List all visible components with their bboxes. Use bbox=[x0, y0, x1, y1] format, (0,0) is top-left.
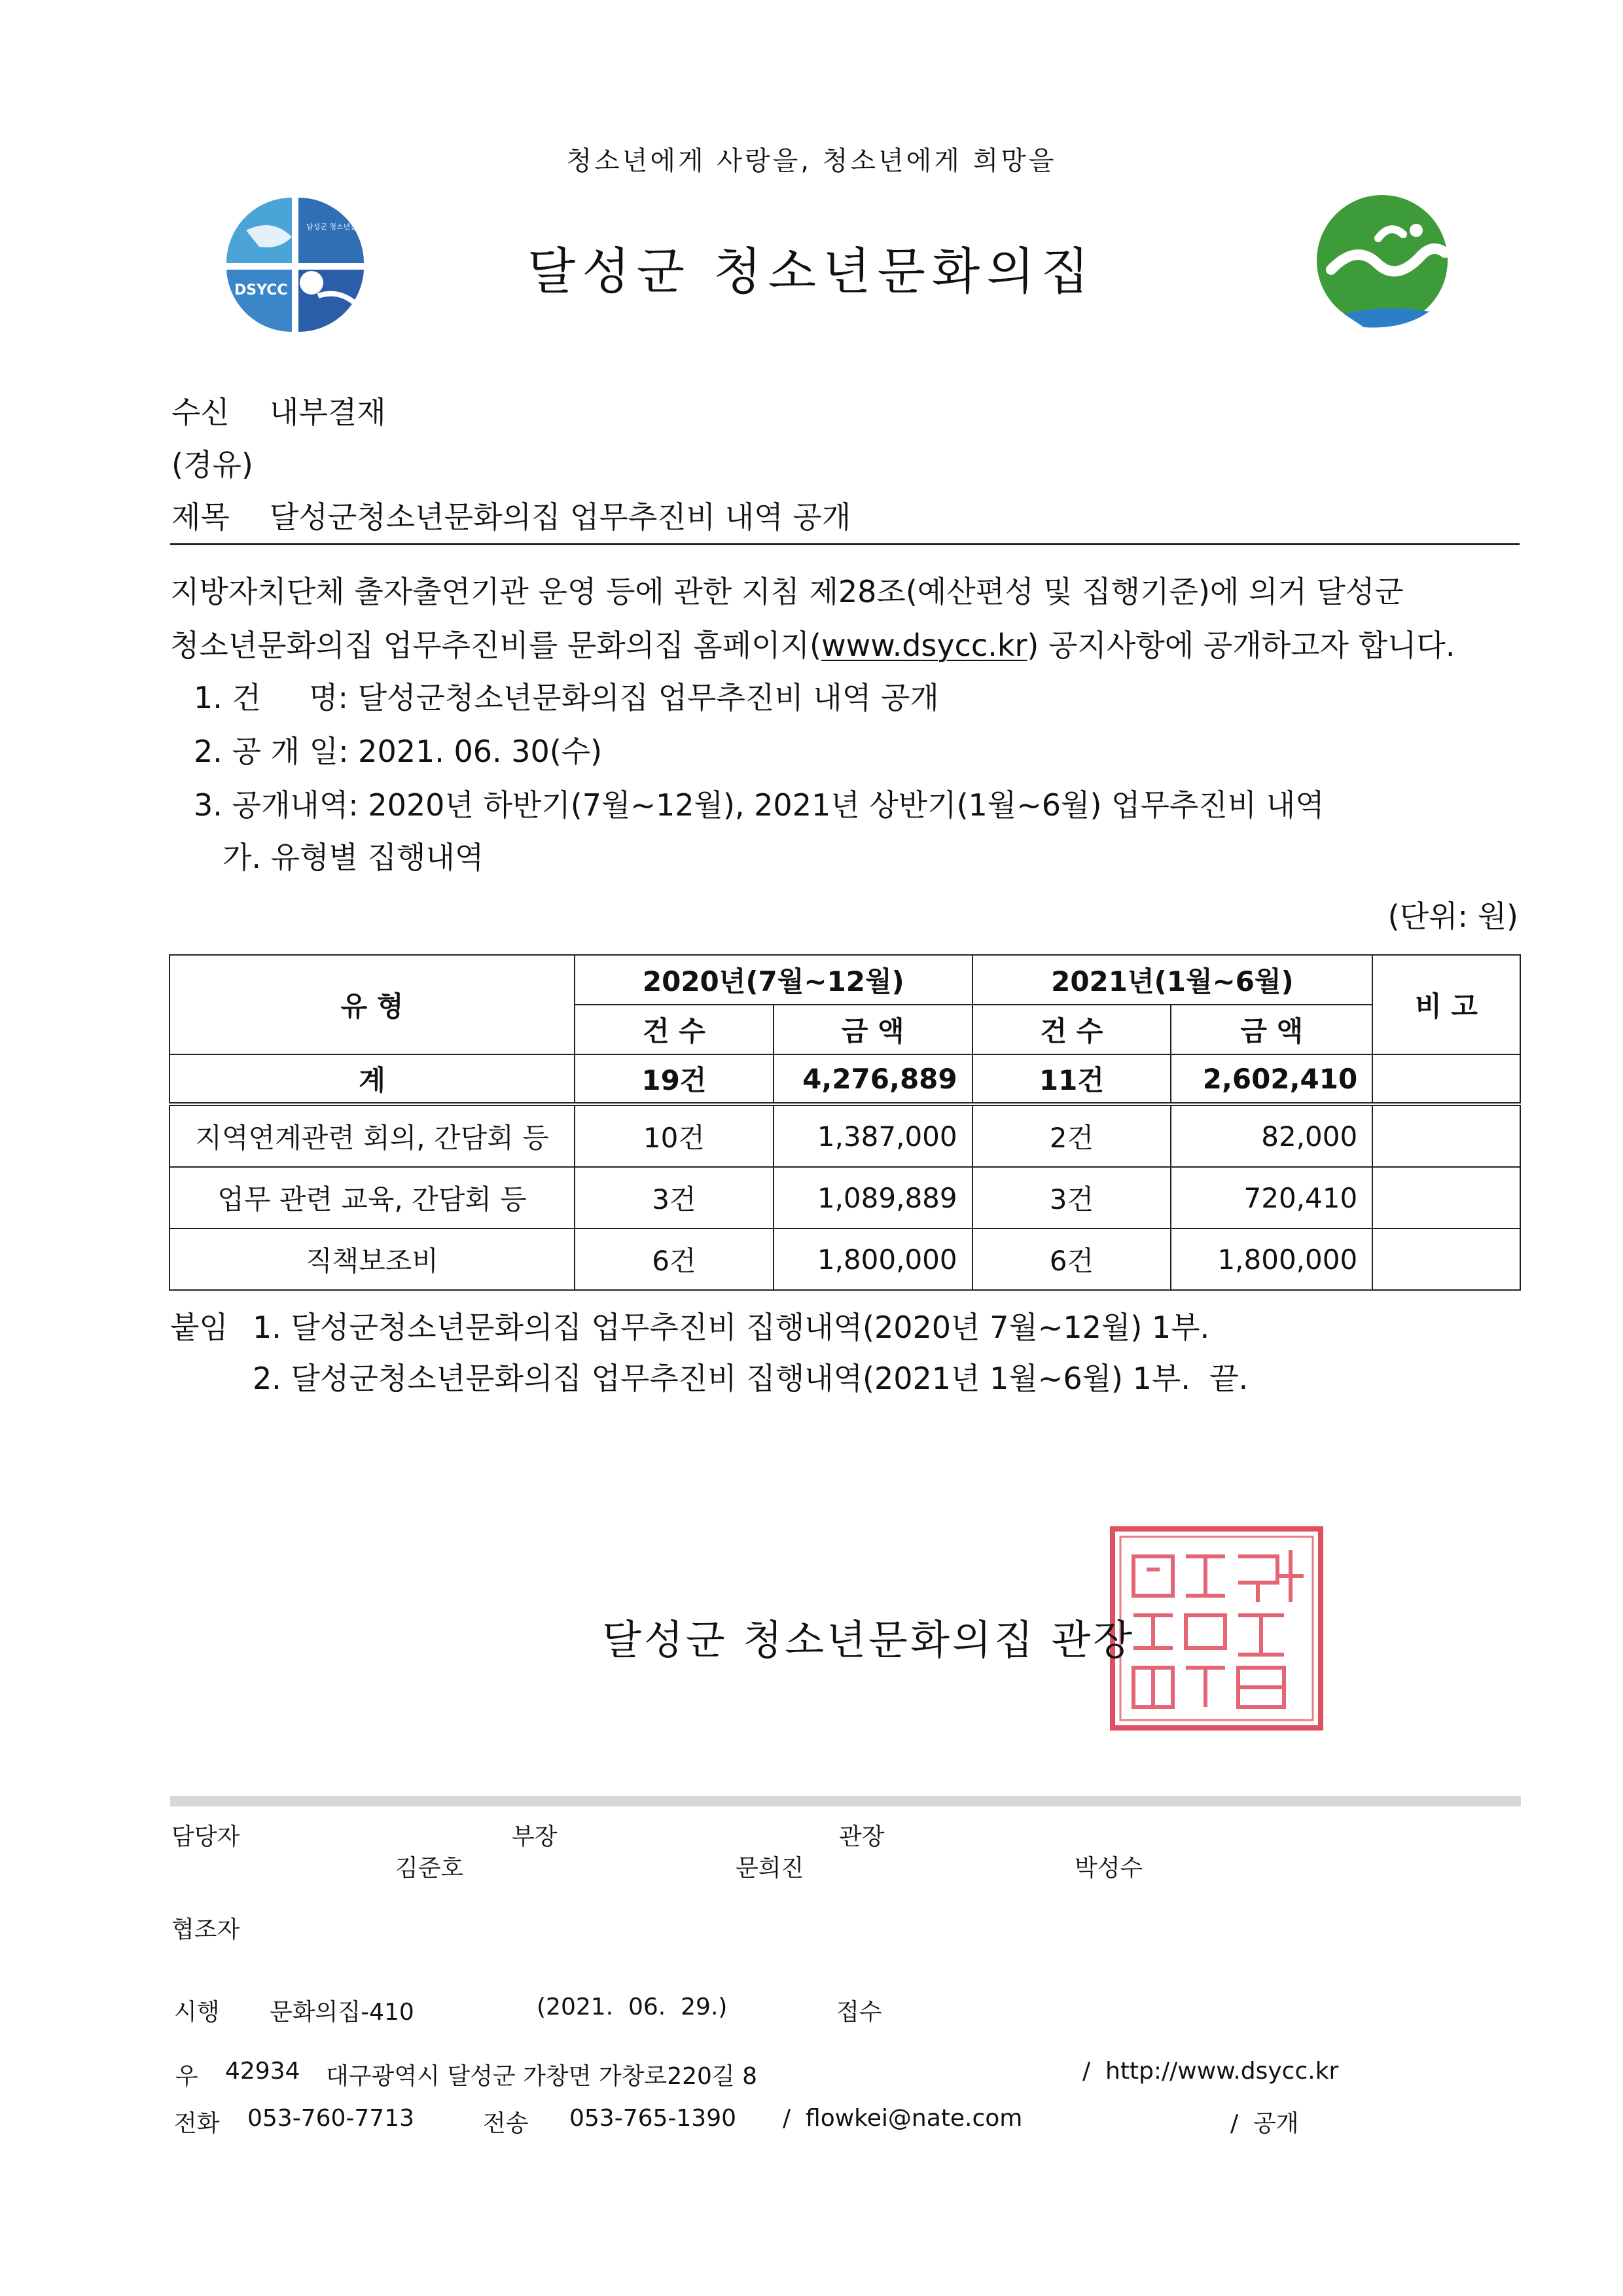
staff-label: 담당자 bbox=[171, 1823, 240, 1850]
header-amount-2020: 금 액 bbox=[774, 1005, 972, 1054]
footer-divider bbox=[170, 1796, 1521, 1806]
slogan: 청소년에게 사랑을, 청소년에게 희망을 bbox=[566, 146, 1057, 176]
exec-number: 문화의집-410 bbox=[270, 1999, 414, 2026]
total-amount-2021: 2,602,410 bbox=[1171, 1054, 1372, 1104]
header-count-2020: 건 수 bbox=[575, 1005, 774, 1054]
header-count-2021: 건 수 bbox=[972, 1005, 1171, 1054]
body-paragraph-line2-b: ) 공지사항에 공개하고자 합니다. bbox=[1027, 628, 1455, 663]
total-row bbox=[169, 1054, 1520, 1104]
postal-prefix: 우 bbox=[175, 2063, 198, 2090]
email[interactable]: / flowkei@nate.com bbox=[783, 2105, 1023, 2132]
header-note: 비 고 bbox=[1372, 955, 1520, 1054]
postal-code: 42934 bbox=[225, 2058, 300, 2085]
body-paragraph-line2-a: 청소년문화의집 업무추진비를 문화의집 홈페이지( bbox=[170, 628, 821, 663]
dsycc-logo-text: DSYCC bbox=[234, 282, 288, 298]
recipient-line bbox=[171, 389, 386, 432]
item-3-sub: 가. 유형별 집행내역 bbox=[223, 840, 484, 875]
homepage-link[interactable]: www.dsycc.kr bbox=[821, 628, 1027, 663]
row-count-2021: 2건 bbox=[972, 1104, 1171, 1167]
row-amount-2020: 1,089,889 bbox=[774, 1167, 972, 1229]
row-type: 지역연계관련 회의, 간담회 등 bbox=[169, 1104, 575, 1167]
row-amount-2021: 82,000 bbox=[1171, 1104, 1372, 1167]
execution-table bbox=[169, 954, 1521, 1291]
phone-number: 053-760-7713 bbox=[247, 2105, 415, 2132]
website[interactable]: / http://www.dsycc.kr bbox=[1082, 2058, 1339, 2085]
organization-title: 달성군 청소년문화의집 bbox=[527, 242, 1096, 300]
dalseong-emblem bbox=[1305, 192, 1459, 339]
table-row bbox=[169, 1229, 1520, 1290]
total-count-2021: 11건 bbox=[972, 1054, 1171, 1104]
total-amount-2020: 4,276,889 bbox=[774, 1054, 972, 1104]
item-1: 1. 건 명: 달성군청소년문화의집 업무추진비 내역 공개 bbox=[194, 680, 939, 715]
subject-line bbox=[171, 493, 851, 537]
row-amount-2021: 1,800,000 bbox=[1171, 1229, 1372, 1290]
fax-number: 053-765-1390 bbox=[569, 2105, 737, 2132]
table-row bbox=[169, 1104, 1520, 1167]
attachment-1: 1. 달성군청소년문화의집 업무추진비 집행내역(2020년 7월~12월) 1부. bbox=[253, 1310, 1210, 1345]
header-divider bbox=[170, 543, 1520, 545]
exec-date: (2021. 06. 29.) bbox=[537, 1994, 728, 2020]
dsycc-logo-subtext: 달성군 청소년문화의집 bbox=[306, 223, 378, 231]
disclosure-status: / 공개 bbox=[1230, 2110, 1299, 2137]
header-2021: 2021년(1월~6월) bbox=[972, 955, 1373, 1005]
row-type: 업무 관련 교육, 간담회 등 bbox=[169, 1167, 575, 1229]
row-count-2021: 6건 bbox=[972, 1229, 1171, 1290]
row-count-2020: 10건 bbox=[575, 1104, 774, 1167]
exec-label: 시행 bbox=[174, 1999, 220, 2026]
phone-label: 전화 bbox=[174, 2110, 220, 2137]
body-paragraph-line1: 지방자치단체 출자출연기관 운영 등에 관한 지침 제28조(예산편성 및 집행기준)에 의거 달성군 bbox=[170, 574, 1404, 609]
manager-label: 부장 bbox=[512, 1823, 558, 1850]
row-type: 직책보조비 bbox=[169, 1229, 575, 1290]
row-note bbox=[1372, 1104, 1520, 1167]
item-2: 2. 공 개 일: 2021. 06. 30(수) bbox=[194, 734, 603, 769]
row-amount-2021: 720,410 bbox=[1171, 1167, 1372, 1229]
header-type: 유 형 bbox=[169, 955, 575, 1054]
total-note bbox=[1372, 1054, 1520, 1104]
staff-name: 김준호 bbox=[395, 1855, 464, 1882]
director-name: 박성수 bbox=[1075, 1855, 1143, 1882]
row-count-2021: 3건 bbox=[972, 1167, 1171, 1229]
cooperator-label: 협조자 bbox=[171, 1916, 240, 1943]
fax-label: 전송 bbox=[483, 2110, 529, 2137]
header-2020: 2020년(7월~12월) bbox=[575, 955, 972, 1005]
subject-value: 달성군청소년문화의집 업무추진비 내역 공개 bbox=[270, 499, 851, 535]
row-count-2020: 3건 bbox=[575, 1167, 774, 1229]
official-seal bbox=[1107, 1524, 1326, 1733]
attachment-2: 2. 달성군청소년문화의집 업무추진비 집행내역(2021년 1월~6월) 1부. 끝. bbox=[253, 1361, 1249, 1396]
table-row bbox=[169, 1167, 1520, 1229]
header-amount-2021: 금 액 bbox=[1171, 1005, 1372, 1054]
manager-name: 문희진 bbox=[736, 1855, 804, 1882]
signature-line: 달성군 청소년문화의집 관장 bbox=[602, 1616, 1135, 1664]
via-line: (경유) bbox=[171, 447, 253, 482]
body-paragraph-line2 bbox=[170, 622, 1455, 665]
row-amount-2020: 1,800,000 bbox=[774, 1229, 972, 1290]
row-note bbox=[1372, 1229, 1520, 1290]
subject-label: 제목 bbox=[171, 499, 230, 535]
row-count-2020: 6건 bbox=[575, 1229, 774, 1290]
row-note bbox=[1372, 1167, 1520, 1229]
row-amount-2020: 1,387,000 bbox=[774, 1104, 972, 1167]
unit-note: (단위: 원) bbox=[1387, 899, 1518, 934]
recipient-label: 수신 bbox=[171, 395, 230, 430]
receipt-label: 접수 bbox=[836, 1999, 882, 2026]
recipient-value: 내부결재 bbox=[270, 395, 386, 430]
total-label: 계 bbox=[169, 1054, 575, 1104]
attachments-label: 붙임 bbox=[170, 1310, 228, 1345]
total-count-2020: 19건 bbox=[575, 1054, 774, 1104]
item-3: 3. 공개내역: 2020년 하반기(7월~12월), 2021년 상반기(1월~6월) 업무추진비 내역 bbox=[194, 787, 1325, 823]
director-label: 관장 bbox=[839, 1823, 885, 1850]
dsycc-logo bbox=[220, 191, 378, 336]
address: 대구광역시 달성군 가창면 가창로220길 8 bbox=[326, 2063, 758, 2090]
